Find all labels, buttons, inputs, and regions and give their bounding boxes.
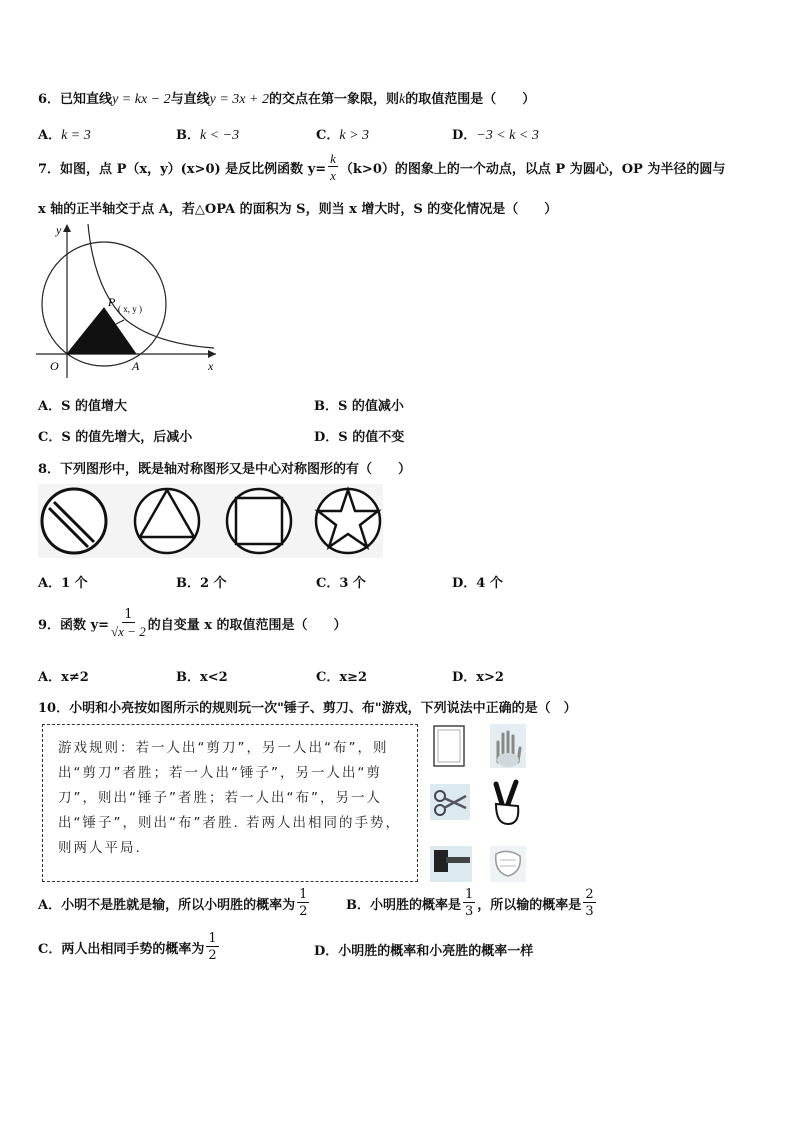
origin-label: O	[50, 359, 59, 373]
y-axis-arrow-icon	[63, 224, 71, 232]
gesture-images	[428, 722, 538, 884]
q7-option-b: B．S 的值减小	[314, 399, 404, 414]
q10-option-b-fraction-1: $\frac{1}{3}$	[465, 887, 474, 919]
q6-stem	[38, 88, 535, 108]
x-axis-label: x	[208, 359, 214, 373]
y-axis-label: y	[56, 223, 62, 237]
q6-text-d: 的取值范围是（ ）	[405, 92, 536, 107]
q9-option-b: B．x<2	[176, 670, 228, 685]
q10-stem: 10．小明和小亮按如图所示的规则玩一次"锤子、剪刀、布"游戏，下列说法中正确的是（ ）	[38, 701, 577, 716]
q10-option-d: D．小明胜的概率和小亮胜的概率一样	[314, 944, 534, 959]
q7-option-a: A．S 的值增大	[38, 399, 128, 414]
q9-option-a: A．x≠2	[38, 670, 89, 685]
figure-circle-star	[316, 489, 380, 553]
q10-option-a-fraction: $\frac{1}{2}$	[299, 887, 308, 919]
q6-expr1: y = kx − 2	[112, 92, 171, 107]
cloth-icon	[434, 726, 464, 766]
q10-option-c-fraction: $\frac{1}{2}$	[208, 931, 217, 963]
q6-text-b: 与直线	[170, 92, 210, 107]
rules-text: 游戏规则：若一人出“剪刀”，另一人出“布”，则出“剪刀”者胜；若一人出“锤子”，另一人出“剪刀”，则出“锤子”者胜；若一人出“布”，另一人出“锤子”，则出“布”者胜. 若两人出相同的手势，则两人平局.	[58, 740, 402, 856]
q10-option-b: B． 小明胜的概率是 $\frac{1}{3}$ ，所以输的概率是 $\frac{2}{3}$	[346, 887, 594, 919]
q7-figure	[36, 220, 226, 380]
open-hand-icon	[490, 724, 526, 768]
p-pointer	[116, 320, 124, 324]
figure-circle-triangle	[135, 489, 199, 553]
q8-option-d: D．4 个	[452, 576, 503, 591]
scissors-icon	[430, 784, 470, 820]
q9-text-b: 的自变量 x 的取值范围是（ ）	[147, 617, 347, 633]
hammer-icon	[430, 846, 472, 882]
figure-circle-band	[42, 489, 106, 553]
q6-option-b: B．k < −3	[176, 128, 240, 143]
q9-text-a: 9．函数 y=	[38, 617, 110, 633]
v-hand-icon	[496, 782, 518, 824]
point-p-label: P	[108, 295, 116, 309]
x-axis-arrow-icon	[208, 350, 216, 358]
q7-stem-line2: x 轴的正半轴交于点 A，若△OPA 的面积为 S，则当 x 增大时，S 的变化情况是（ ）	[38, 202, 558, 217]
q8-figures	[38, 484, 383, 558]
q9-fraction: $\frac{1}{√x - 2}$	[111, 607, 146, 639]
q7-text-b: （k>0）的图象上的一个动点，以点 P 为圆心，OP 为半径的圆与	[339, 161, 726, 177]
point-a-label: A	[132, 359, 140, 373]
figure-circle-square	[227, 489, 291, 553]
q7-stem-line1	[38, 152, 725, 182]
q7-option-c: C．S 的值先增大，后减小	[38, 430, 193, 445]
q7-text-a: 7．如图，点 P（x，y）(x>0) 是反比例函数 y=	[38, 161, 327, 177]
q10-option-a: A． 小明不是胜就是输，所以小明胜的概率为 $\frac{1}{2}$	[38, 887, 308, 919]
q6-text-c: 的交点在第一象限，则	[268, 92, 399, 107]
q9-stem	[38, 608, 347, 638]
q6-option-a: A．k = 3	[38, 128, 91, 143]
q6-option-d: D．−3 < k < 3	[452, 128, 539, 143]
q6-text-a: 已知直线	[60, 92, 113, 107]
q6-var-k: k	[398, 92, 406, 107]
q8-option-c: C．3 个	[316, 576, 366, 591]
q7-option-d: D．S 的值不变	[314, 430, 405, 445]
q8-option-a: A．1 个	[38, 576, 88, 591]
triangle-opa	[67, 308, 136, 354]
fist-icon	[490, 846, 526, 882]
q9-option-c: C．x≥2	[316, 670, 368, 685]
point-p-coords: ( x, y )	[118, 304, 142, 314]
q6-number: 6．	[38, 92, 61, 107]
q7-fraction: $\frac{k}{x}$	[330, 151, 336, 183]
q6-option-c: C．k > 3	[316, 128, 370, 143]
q10-option-b-fraction-2: $\frac{2}{3}$	[585, 887, 594, 919]
q6-expr2: y = 3x + 2	[209, 92, 269, 107]
q9-option-d: D．x>2	[452, 670, 504, 685]
q10-option-c: C． 两人出相同手势的概率为 $\frac{1}{2}$	[38, 931, 217, 963]
q8-stem: 8．下列图形中，既是轴对称图形又是中心对称图形的有（ ）	[38, 462, 412, 477]
q8-option-b: B．2 个	[176, 576, 227, 591]
